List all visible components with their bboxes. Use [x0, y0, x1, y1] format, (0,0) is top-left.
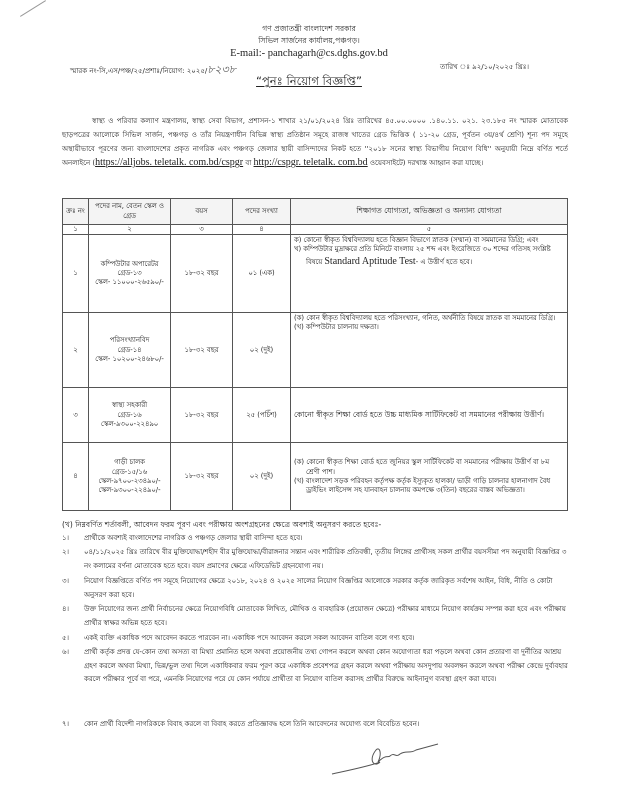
column-number-row	[63, 225, 568, 235]
col-sl: ক্রঃ নং	[63, 199, 89, 225]
qualification-item: (ক) কোন স্বীকৃত বিশ্ববিদ্যালয় হতে পরিসংখ্যান, গনিত, অর্থনীতি বিষয়ে স্নাতক বা সমমানের ডিগ্রি।	[294, 314, 556, 323]
qualification-text: খ) কম্পিউটার মুদ্রাক্ষরে প্রতি মিনিটে বাংলায় ২৫ শব্দ এবং ইংরেজিতে ৩০ শব্দের গতিসহ সংশ্লিষ্ট বিষয়ে	[294, 245, 551, 266]
memo-handwritten-number: ৮২৩৮	[207, 63, 236, 76]
col-number: ১	[63, 225, 89, 235]
intro-paragraph	[62, 114, 568, 170]
intro-text-end: ওয়েবসাইটে) দরখাস্ত আহ্বান করা যাচ্ছে।	[367, 159, 484, 167]
qualification-item: ক) কোনো স্বীকৃত বিশ্ববিদ্যালয় হতে বিজ্ঞান বিভাগে স্নাতক (সম্মান) বা সমমানের ডিগ্রি; এবং	[294, 236, 539, 245]
row-sl: ১	[63, 235, 89, 313]
row-age: ১৮-৩২ বছর	[171, 313, 233, 388]
qualification-item: (খ) বাংলাদেশ সড়ক পরিবহন কর্তৃপক্ষ কর্তৃক ইস্যুকৃত হালকা/ ভাড়ী গাড়ি চালনার হালনাগাদ বৈধ ড্রাইভিং লাইসেন্স সহ যানবাহন চালনায় কমপক্ষে ৩(তিন) বছরের বাস্তব অভিজ্ঞতা।	[294, 476, 551, 494]
post-scale-alt: স্কেল-৯৩০০-২২৪৯০/-	[98, 485, 161, 494]
col-qualification: শিক্ষাগত যোগ্যতা, অভিজ্ঞতা ও অন্যান্য যোগ্যতা	[291, 199, 568, 225]
condition-text: কোন প্রার্থী বিদেশী নাগরিককে বিবাহ করলে বা বিবাহ করতে প্রতিজ্ঞাবদ্ধ হলে তিনি আবেদনের অযোগ্য বলে বিবেচিত হবেন।	[84, 720, 420, 728]
row-sl: ৪	[63, 443, 89, 511]
post-name: কম্পিউটার অপারেটর	[100, 259, 159, 268]
post-grade: গ্রেড-১৩	[117, 269, 142, 278]
row-post	[89, 388, 171, 443]
conditions-heading: (খ) নিম্নবর্ণিত শর্তাবলী, আবেদন ফরম পূরণ এবং পরীক্ষায় অংশগ্রহনের ক্ষেত্রে অবশ্যই অনুসরণ করতে হবেঃ-	[62, 520, 382, 529]
signature	[330, 740, 440, 780]
condition-text: উক্ত নিয়োগের জন্য প্রার্থী নির্বাচনের ক্ষেত্রে নিয়োগবিধি মোতাবেক লিখিত, মৌখিক ও ব্যবহারিক (প্রয়োজন ক্ষেত্রে) পরীক্ষার মাধ্যমে নিয়োগ কার্যক্রম সম্পন্ন করা হবে এবং পরীক্ষায় প্রার্থীর স্বাক্ষর অভিন্ন হতে হবে।	[84, 605, 566, 627]
condition-item	[62, 546, 568, 573]
condition-text: প্রার্থীকে অবশ্যই বাংলাদেশের নাগরিক ও পঞ্চগড় জেলার স্থায়ী বাসিন্দা হতে হবে।	[84, 534, 303, 542]
condition-text: প্রার্থী কর্তৃক প্রদত্ত যে-কোন তথ্য অসত্য বা মিথ্যা প্রমানিত হলে অথবা প্রয়োজনীয় তথ্য গোপন করলে অথবা কোন অযোগ্যতা ধরা পড়লে অথবা কোন প্রতারণা বা দুর্নীতির আশ্রয় গ্রহণ করলে অথবা মিথ্যা, ভিন্ন/ভুল তথ্য দিলে একাধিকবার ফরম পূরণ করে একাধিক প্রবেশপত্র গ্রহন করলে অথবা পরীক্ষায় অসদুপায় অবলম্বন করলে অথবা পরীক্ষা কেন্দ্রে দুর্ব্যবহার করলে পরীক্ষার পূর্বে বা পরে, এমনকি নিয়োগের পরে যে কোন পর্যায়ে প্রার্থীতা বা নিয়োগ বাতিল করাসহ প্রার্থীর বিরুদ্ধে আইনানুগ ব্যবস্থা গ্রহণ করা যাবে।	[84, 648, 568, 683]
col-number: ৩	[171, 225, 233, 235]
condition-item	[62, 646, 568, 687]
table-header-row	[63, 199, 568, 225]
notice-title-text: “পুনঃ নিয়োগ বিজ্ঞপ্তি”	[256, 74, 362, 88]
row-count: ০১ (এক)	[233, 235, 291, 313]
qualification-test-name: Standard Aptitude Test	[324, 255, 416, 267]
row-qualification	[291, 235, 568, 313]
row-post	[89, 313, 171, 388]
row-sl: ২	[63, 313, 89, 388]
condition-item	[62, 632, 568, 646]
row-age: ১৮-৩২ বছর	[171, 235, 233, 313]
posts-table	[62, 198, 568, 511]
col-age: বয়স	[171, 199, 233, 225]
row-qualification	[291, 443, 568, 511]
col-count: পদের সংখ্যা	[233, 199, 291, 225]
qualification-item	[294, 245, 564, 268]
issue-date: তারিখ ঃ ৯২/১০/২০২৫ খ্রিঃ।	[440, 63, 529, 71]
notice-title	[0, 74, 618, 90]
condition-item	[62, 575, 568, 602]
col-post: পদের নাম, বেতন স্কেল ও গ্রেড	[89, 199, 171, 225]
row-qualification: কোনো স্বীকৃত শিক্ষা বোর্ড হতে উচ্চ মাধ্যমিক সার্টিফিকেট বা সমমানের পরীক্ষায় উত্তীর্ণ।	[291, 388, 568, 443]
cspgr-link[interactable]: http://cspgr. teletalk. com.bd	[253, 157, 368, 168]
row-post	[89, 235, 171, 313]
qualification-item: (খ) কম্পিউটার চালনায় দক্ষতা।	[294, 323, 379, 332]
post-name: গাড়ী চালক	[114, 458, 145, 467]
post-grade: গ্রেড-১৫/১৬	[111, 467, 148, 476]
table-row	[63, 388, 568, 443]
qualification-text-end: - এ উত্তীর্ণ হতে হবে।	[415, 257, 473, 266]
table-row	[63, 443, 568, 511]
row-count: ০২ (দুই)	[233, 443, 291, 511]
office-email: E-mail:- panchagarh@cs.dghs.gov.bd	[230, 48, 388, 59]
post-scale: স্কেল-৯৭০০-২৩৪৯০/-	[98, 476, 161, 485]
row-age: ১৮-৩২ বছর	[171, 443, 233, 511]
post-name: পরিসংখ্যানবিদ	[109, 336, 150, 345]
condition-text: একই ব্যক্তি একাধিক পদে আবেদন করতে পারবেন না। একাধিক পদে আবেদন করলে সকল আবেদন বাতিল বলে গণ্য হবে।	[84, 634, 415, 642]
condition-text: ০৪/১১/২০২৫ খ্রিঃ তারিখে বীর মুক্তিযোদ্ধা/শহীদ বীর মুক্তিযোদ্ধা/বীরাঙ্গনার সন্তান এবং শারীরিক প্রতিবন্ধী, তৃতীয় লিঙ্গের প্রার্থীসহ সকল প্রার্থীর বয়সসীমা পদ অনুযায়ী বিজ্ঞপ্তির ৩ নং কলামের বর্ণনা মোতাবেক হতে হবে। বয়স প্রমাণের ক্ষেত্রে এফিডেভিট গ্রহনযোগ্য নয়।	[84, 548, 567, 570]
pen-mark	[20, 0, 46, 17]
col-number: ৪	[233, 225, 291, 235]
alljobs-link[interactable]: https://alljobs. teletalk. com.bd/cspgr	[95, 157, 244, 168]
post-grade: গ্রেড-১৬	[117, 410, 142, 419]
condition-item	[62, 718, 568, 732]
intro-text: স্বাস্থ্য ও পরিবার কল্যাণ মন্ত্রণালয়, স্বাস্থ্য সেবা বিভাগ, প্রশাসন-১ শাখার ২১/০১/২০২৪ খ্রিঃ তারিখের ৪৫.০০.০০০০ .১৪০.১১. ০২১. ২৩.১৮৫ নং স্মারক মোতাবেক ছাড়পত্রের আলোকে সিভিল সার্জন, পঞ্চগড় ও তাঁর নিয়ন্ত্রণাধীন বিভিন্ন স্বাস্থ্য প্রতিষ্ঠান সমূহে রাজস্ব খাতের গ্রেড ভিত্তিক ( ১১-২০ গ্রেড, পূর্বতন ৩য়/৪র্থ শ্রেণি) শূন্য পদ সমূহে অস্থায়ীভাবে পূরণের জন্য বাংলাদেশের প্রকৃত নাগরিক এবং পঞ্চগড় জেলার স্থায়ী বাসিন্দাদের নিকট হতে ''২০১৮ সনের স্বাস্থ্য বিভাগীয় নিয়োগ বিধি'' অনুযায়ী নিম্নে বর্ণিত শর্তে অনলাইনে (	[62, 117, 568, 167]
govt-name: গণ প্রজাতন্ত্রী বাংলাদেশ সরকার	[262, 24, 356, 33]
condition-number: ৭।	[62, 720, 69, 728]
office-name: সিভিল সার্জনের কার্যালয়,পঞ্চগড়।	[258, 36, 360, 45]
post-grade: গ্রেড-১৪	[117, 345, 142, 354]
memo-label: স্মারক নং-সি,এস/পঞ্চ/২৫/প্রশাঃ/নিয়োগ: ২০২৫/	[70, 67, 208, 75]
table-row	[63, 235, 568, 313]
condition-number: ৩।	[62, 577, 69, 585]
intro-or: বা	[243, 159, 254, 167]
qualification-item: (ক) কোনো স্বীকৃত শিক্ষা বোর্ড হতে জুনিয়র স্কুল সার্টিফিকেট বা সমমানের পরীক্ষায় উত্তীর্ণ বা ৮ম শ্রেণী পাশ।	[294, 458, 550, 476]
row-post	[89, 443, 171, 511]
condition-number: ১।	[62, 534, 69, 542]
row-count: ০২ (দুই)	[233, 313, 291, 388]
row-qualification	[291, 313, 568, 388]
post-scale: স্কেল- ১০২০০-২৪৬৮০/-	[95, 354, 164, 363]
condition-item	[62, 532, 568, 546]
condition-number: ৬।	[62, 648, 69, 656]
condition-number: ৪।	[62, 605, 69, 613]
col-number: ২	[89, 225, 171, 235]
post-scale: স্কেল- ১১০০০-২৬৫৯০/-	[95, 278, 164, 287]
col-number: ৫	[291, 225, 568, 235]
post-name: স্বাস্থ্য সহকারী	[111, 401, 148, 410]
post-scale: স্কেল-৯৩০০-২২৪৯০	[100, 419, 159, 428]
condition-item	[62, 603, 568, 630]
row-sl: ৩	[63, 388, 89, 443]
condition-number: ৫।	[62, 634, 69, 642]
condition-number: ২।	[62, 548, 69, 556]
row-count: ২৫ (পচিঁশ)	[233, 388, 291, 443]
table-row	[63, 313, 568, 388]
row-age: ১৮-৩২ বছর	[171, 388, 233, 443]
condition-text: নিয়োগ বিজ্ঞপ্তিতে বর্ণিত পদ সমূহে নিয়োগের ক্ষেত্রে ২০১৮, ২০২৪ ও ২০২৫ সালের নিয়োগ বিজ্ঞপ্তির আলোকে সরকার কর্তৃক জারিকৃত সর্বশেষ আইন, বিধি, নীতি ও কোটা অনুসরণ করা হবে।	[84, 577, 553, 599]
